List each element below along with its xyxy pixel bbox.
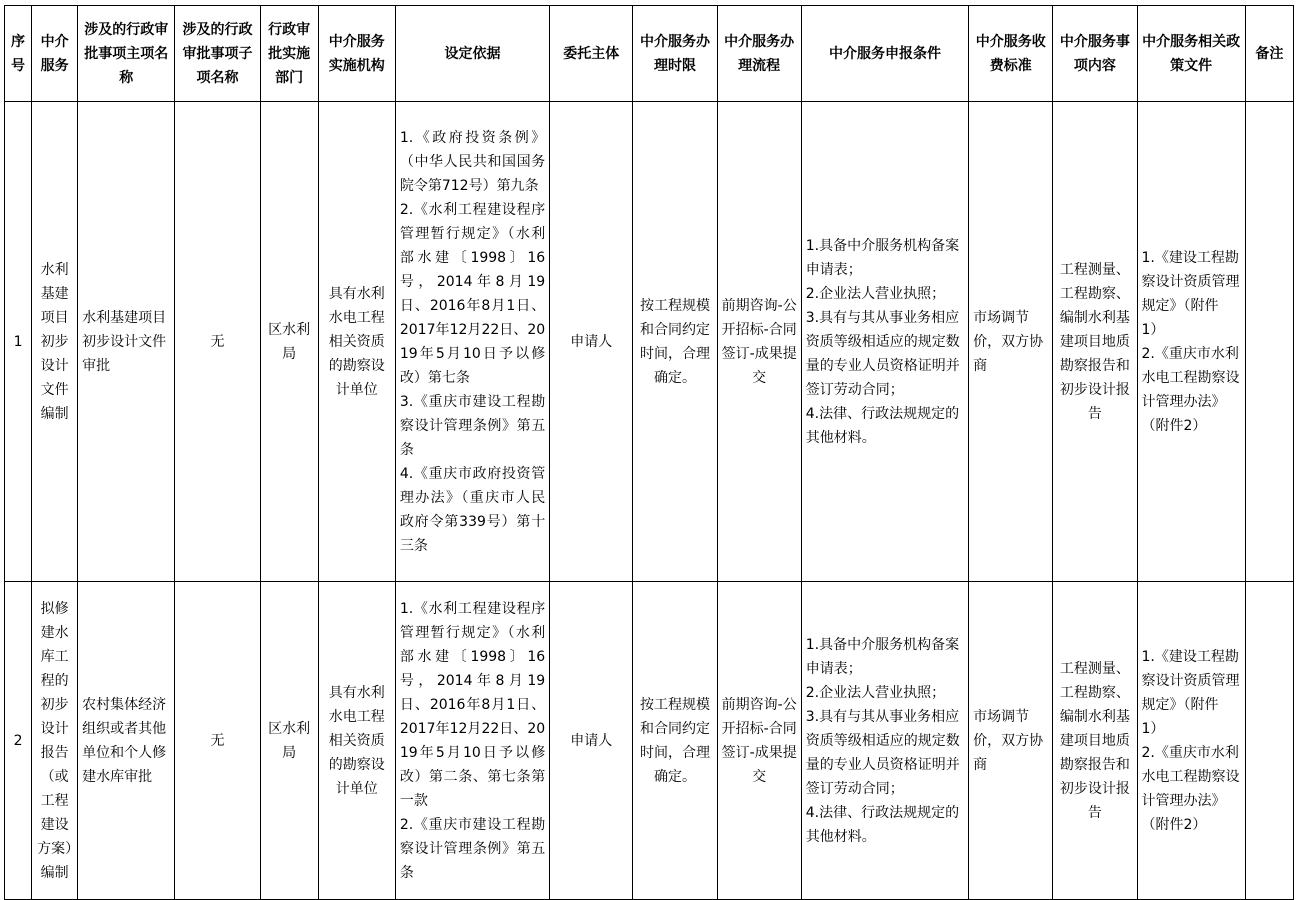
- cell-principal: 申请人: [550, 102, 633, 582]
- basis-text: 1.《水利工程建设程序管理暂行规定》（水利部水建〔1998〕16号，2014年8月19日、2016年8月1日、2017年12月22日、2019年5月10日予以修改）第二条、第七条第一款 2.《重庆市建设工程勘察设计管理条例》第五条: [399, 600, 546, 881]
- cell-conditions: [801, 102, 968, 582]
- cell-service: 水利基建项目初步设计文件编制: [32, 102, 78, 582]
- cell-no: 2: [5, 582, 32, 900]
- header-basis: 设定依据: [395, 6, 549, 102]
- cell-fee: 市场调节价，双方协商: [969, 582, 1053, 900]
- cell-no: 1: [5, 102, 32, 582]
- cell-policy: [1137, 582, 1245, 900]
- header-remark: 备注: [1245, 6, 1293, 102]
- table-row: [5, 582, 1294, 900]
- cell-conditions: [801, 582, 968, 900]
- header-main-item: 涉及的行政审批事项主项名称: [78, 6, 175, 102]
- header-row: [5, 6, 1294, 102]
- policy-text: 1.《建设工程勘察设计资质管理规定》（附件1） 2.《重庆市水利水电工程勘察设计管理办法》（附件2）: [1141, 249, 1240, 434]
- cell-sub-item: 无: [175, 582, 260, 900]
- header-service: 中介服务: [32, 6, 78, 102]
- cell-time-limit: 按工程规模和合同约定时间，合理确定。: [633, 582, 717, 900]
- header-process: 中介服务办理流程: [717, 6, 801, 102]
- basis-text: 1.《政府投资条例》（中华人民共和国国务院令第712号）第九条 2.《水利工程建设程序管理暂行规定》（水利部水建〔1998〕16号，2014年8月19日、2016年8月1日、2017年12月22日、2019年5月10日予以修改）第七条 3.《重庆市建设工程勘察设计管理条例》第五条 4.《重庆市政府投资管理办法》（重庆市人民政府令第339号）第十三条: [399, 129, 546, 554]
- header-fee: 中介服务收费标准: [969, 6, 1053, 102]
- header-content: 中介服务事项内容: [1053, 6, 1137, 102]
- cell-agency: 具有水利水电工程相关资质的勘察设计单位: [318, 582, 395, 900]
- conditions-text: 1.具备中介服务机构备案申请表； 2.企业法人营业执照； 3.具有与其从事业务相应资质等级相适应的规定数量的专业人员资格证明并签订劳动合同； 4.法律、行政法规规定的其他材料。: [805, 237, 960, 446]
- cell-main-item: 水利基建项目初步设计文件审批: [78, 102, 175, 582]
- header-time-limit: 中介服务办理时限: [633, 6, 717, 102]
- cell-basis: [395, 582, 549, 900]
- cell-time-limit: 按工程规模和合同约定时间，合理确定。: [633, 102, 717, 582]
- cell-remark: [1245, 582, 1293, 900]
- policy-text: 1.《建设工程勘察设计资质管理规定》（附件1） 2.《重庆市水利水电工程勘察设计管理办法》（附件2）: [1141, 648, 1240, 833]
- cell-process: 前期咨询-公开招标-合同签订-成果提交: [717, 582, 801, 900]
- cell-policy: [1137, 102, 1245, 582]
- cell-principal: 申请人: [550, 582, 633, 900]
- header-policy: 中介服务相关政策文件: [1137, 6, 1245, 102]
- service-table: [4, 5, 1294, 900]
- cell-content: 工程测量、工程勘察、编制水利基建项目地质勘察报告和初步设计报告: [1053, 102, 1137, 582]
- cell-content: 工程测量、工程勘察、编制水利基建项目地质勘察报告和初步设计报告: [1053, 582, 1137, 900]
- table-row: [5, 102, 1294, 582]
- cell-main-item: 农村集体经济组织或者其他单位和个人修建水库审批: [78, 582, 175, 900]
- cell-agency: 具有水利水电工程相关资质的勘察设计单位: [318, 102, 395, 582]
- cell-remark: [1245, 102, 1293, 582]
- header-conditions: 中介服务申报条件: [801, 6, 968, 102]
- header-sub-item: 涉及的行政审批事项子项名称: [175, 6, 260, 102]
- header-dept: 行政审批实施部门: [260, 6, 318, 102]
- header-principal: 委托主体: [550, 6, 633, 102]
- cell-process: 前期咨询-公开招标-合同签订-成果提交: [717, 102, 801, 582]
- cell-fee: 市场调节价，双方协商: [969, 102, 1053, 582]
- cell-sub-item: 无: [175, 102, 260, 582]
- conditions-text: 1.具备中介服务机构备案申请表； 2.企业法人营业执照； 3.具有与其从事业务相应资质等级相适应的规定数量的专业人员资格证明并签订劳动合同； 4.法律、行政法规规定的其他材料。: [805, 636, 960, 845]
- cell-dept: 区水利局: [260, 102, 318, 582]
- header-no: 序号: [5, 6, 32, 102]
- cell-service: 拟修建水库工程的初步设计报告（或工程建设方案）编制: [32, 582, 78, 900]
- header-agency: 中介服务实施机构: [318, 6, 395, 102]
- cell-dept: 区水利局: [260, 582, 318, 900]
- cell-basis: [395, 102, 549, 582]
